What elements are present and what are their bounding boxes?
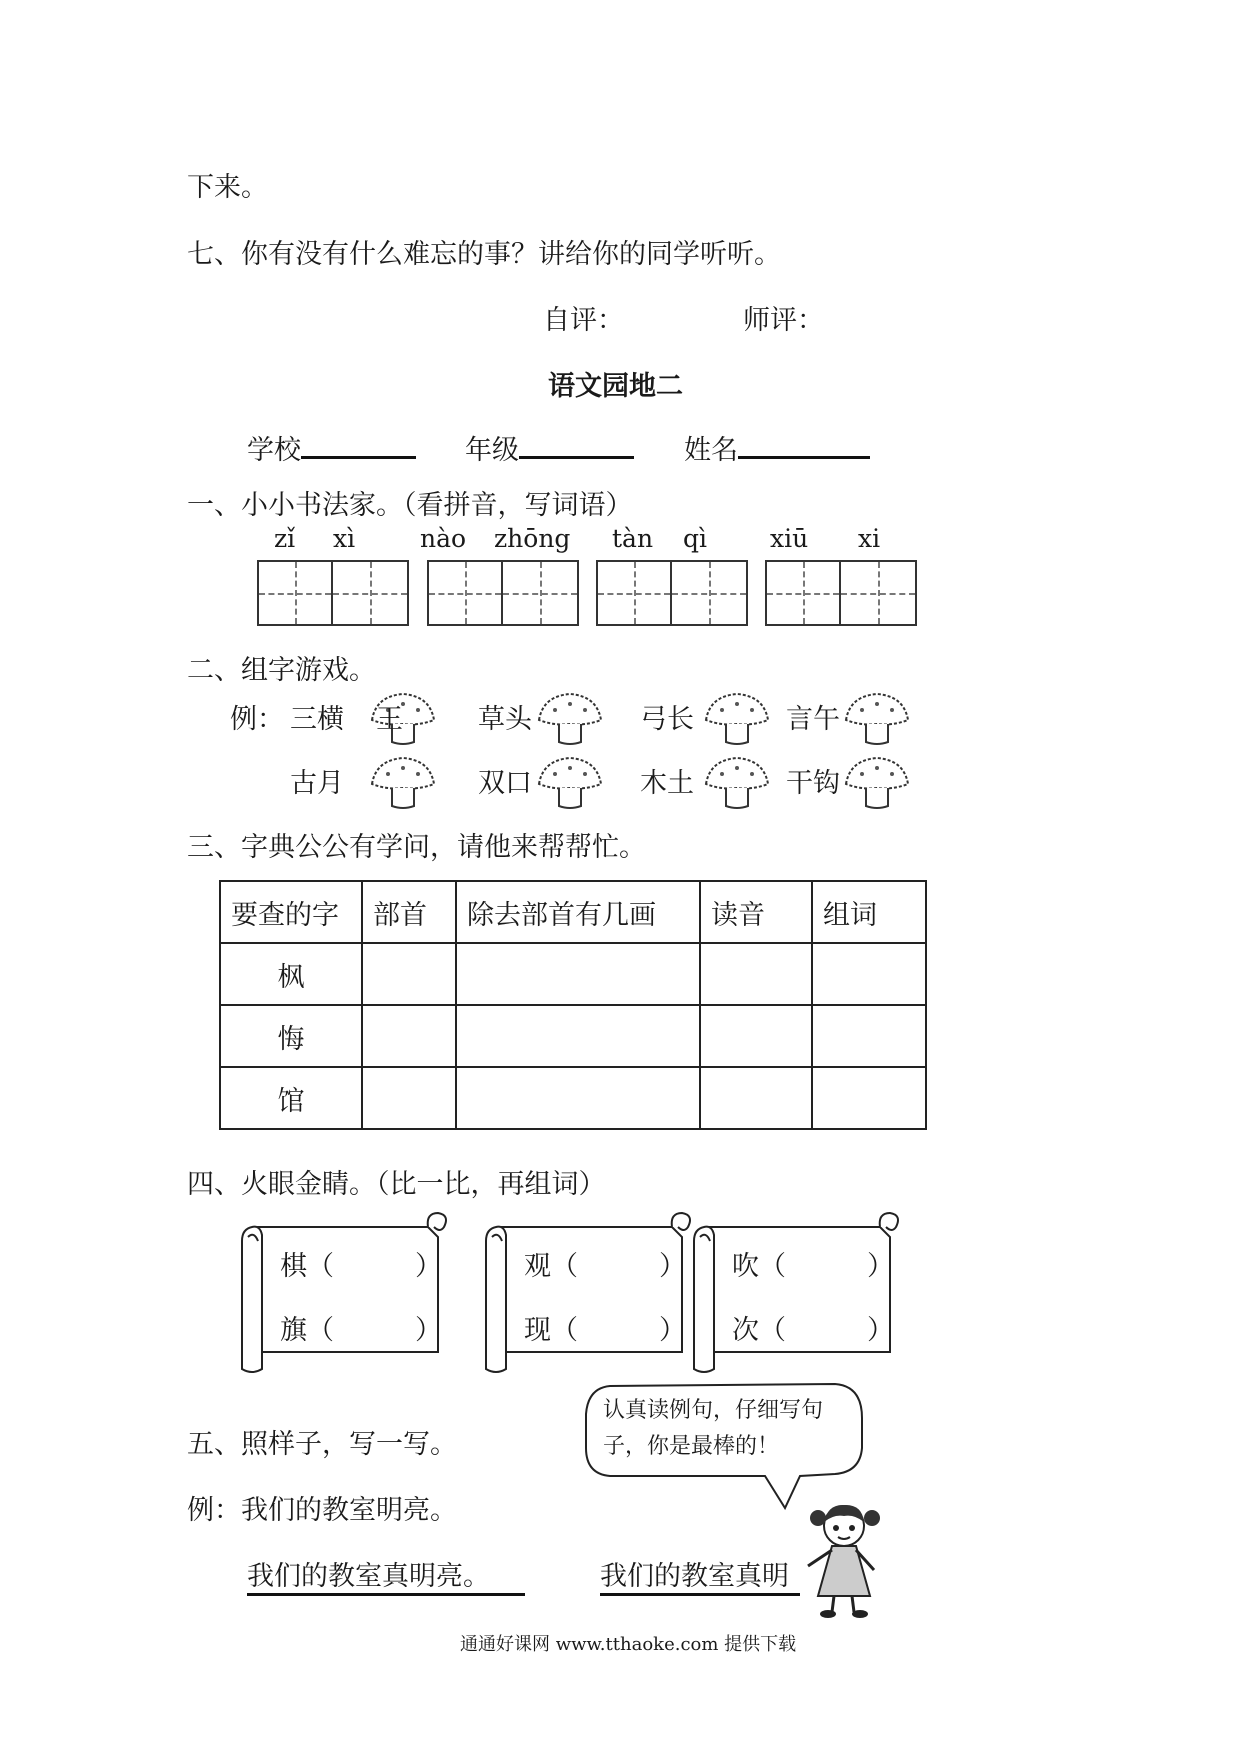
mushroom-icon[interactable] (535, 690, 605, 748)
scroll-icon (238, 1207, 448, 1377)
footer-credit: 通通好课网 www.tthaoke.com 提供下载 (460, 1634, 797, 1655)
table-header: 部首 (362, 881, 456, 943)
scroll-icon (482, 1207, 692, 1377)
page-title: 语文园地二 (548, 371, 683, 402)
answer-cell[interactable] (812, 943, 926, 1005)
grade-blank[interactable] (519, 432, 634, 459)
question-2-heading: 二、组字游戏。 (187, 655, 376, 686)
writing-cell[interactable] (259, 562, 333, 624)
clue-text: 草头 (478, 704, 532, 735)
pinyin: tàn (612, 524, 654, 553)
clue-text: 双口 (478, 768, 532, 799)
name-field (684, 428, 870, 467)
clue-text: 弓长 (640, 704, 694, 735)
question-1-heading: 一、小小书法家。（看拼音，写词语） (187, 490, 633, 521)
school-label: 学校 (247, 435, 301, 466)
pinyin: nào (420, 524, 467, 553)
mushroom-icon[interactable] (842, 754, 912, 812)
example-answer: 王 (376, 704, 403, 735)
grade-field (465, 428, 634, 467)
answer-cell[interactable] (812, 1005, 926, 1067)
writing-cell[interactable] (429, 562, 503, 624)
table-header: 要查的字 (220, 881, 362, 943)
answer-cell[interactable] (700, 943, 812, 1005)
name-blank[interactable] (738, 432, 870, 459)
question-7: 七、你有没有什么难忘的事？讲给你的同学听听。 (187, 239, 781, 270)
mushroom-icon[interactable] (702, 754, 772, 812)
mushroom-icon[interactable] (535, 754, 605, 812)
dictionary-table (219, 880, 927, 1130)
clue-text: 言午 (786, 704, 840, 735)
pinyin: xì (333, 524, 356, 553)
bubble-line: 认真读例句，仔细写句 (603, 1398, 824, 1423)
answer-cell[interactable] (700, 1005, 812, 1067)
self-eval-label: 自评： (543, 305, 624, 336)
compare-item[interactable]: 吹（ ） (732, 1251, 894, 1282)
writing-grid (257, 560, 409, 626)
pinyin: xi (858, 524, 881, 553)
answer-cell[interactable] (362, 1005, 456, 1067)
mushroom-icon[interactable] (702, 690, 772, 748)
table-header: 除去部首有几画 (456, 881, 700, 943)
compare-item[interactable]: 现（ ） (524, 1315, 686, 1346)
table-row (220, 943, 926, 1005)
pinyin: xiū (770, 524, 809, 553)
bubble-line: 子，你是最棒的！ (603, 1434, 780, 1459)
question-4-heading: 四、火眼金睛。（比一比，再组词） (187, 1169, 606, 1200)
clue-text: 木土 (640, 768, 694, 799)
writing-grid (596, 560, 748, 626)
answer-sentence[interactable]: 我们的教室真明亮。 (247, 1554, 525, 1596)
mushroom-icon[interactable] (842, 690, 912, 748)
table-header: 读音 (700, 881, 812, 943)
writing-cell[interactable] (767, 562, 841, 624)
answer-cell[interactable] (700, 1067, 812, 1129)
compare-item[interactable]: 棋（ ） (280, 1251, 442, 1282)
pinyin: zǐ (274, 524, 296, 553)
question-3-heading: 三、字典公公有学问，请他来帮帮忙。 (187, 832, 646, 863)
grade-label: 年级 (465, 435, 519, 466)
table-header-row (220, 881, 926, 943)
name-label: 姓名 (684, 435, 738, 466)
table-row (220, 1005, 926, 1067)
query-char: 枫 (220, 943, 362, 1005)
table-row (220, 1067, 926, 1129)
pinyin: zhōng (494, 524, 571, 553)
question-5-heading: 五、照样子，写一写。 (187, 1429, 457, 1460)
answer-cell[interactable] (362, 1067, 456, 1129)
scroll-icon (690, 1207, 900, 1377)
example-sentence: 例：我们的教室明亮。 (187, 1495, 457, 1526)
mushroom-icon[interactable] (368, 754, 438, 812)
writing-cell[interactable] (598, 562, 672, 624)
answer-cell[interactable] (456, 1067, 700, 1129)
answer-cell[interactable] (812, 1067, 926, 1129)
query-char: 悔 (220, 1005, 362, 1067)
compare-item[interactable]: 观（ ） (524, 1251, 686, 1282)
writing-cell[interactable] (672, 562, 746, 624)
answer-cell[interactable] (456, 943, 700, 1005)
pinyin: qì (683, 524, 707, 553)
school-field (247, 428, 416, 467)
previous-line: 下来。 (187, 172, 268, 203)
answer-sentence[interactable]: 我们的教室真明 (600, 1554, 800, 1596)
girl-illustration-icon (788, 1500, 898, 1620)
writing-cell[interactable] (503, 562, 577, 624)
school-blank[interactable] (301, 432, 416, 459)
answer-cell[interactable] (456, 1005, 700, 1067)
example-label: 例： (230, 704, 284, 735)
compare-item[interactable]: 次（ ） (732, 1315, 894, 1346)
answer-cell[interactable] (362, 943, 456, 1005)
writing-grid (765, 560, 917, 626)
writing-grid (427, 560, 579, 626)
compare-item[interactable]: 旗（ ） (280, 1315, 442, 1346)
clue-text: 古月 (290, 768, 344, 799)
teacher-eval-label: 师评： (743, 305, 824, 336)
writing-cell[interactable] (333, 562, 407, 624)
clue-text: 干钩 (786, 768, 840, 799)
clue-text: 三横 (290, 704, 344, 735)
query-char: 馆 (220, 1067, 362, 1129)
writing-cell[interactable] (841, 562, 915, 624)
table-header: 组词 (812, 881, 926, 943)
